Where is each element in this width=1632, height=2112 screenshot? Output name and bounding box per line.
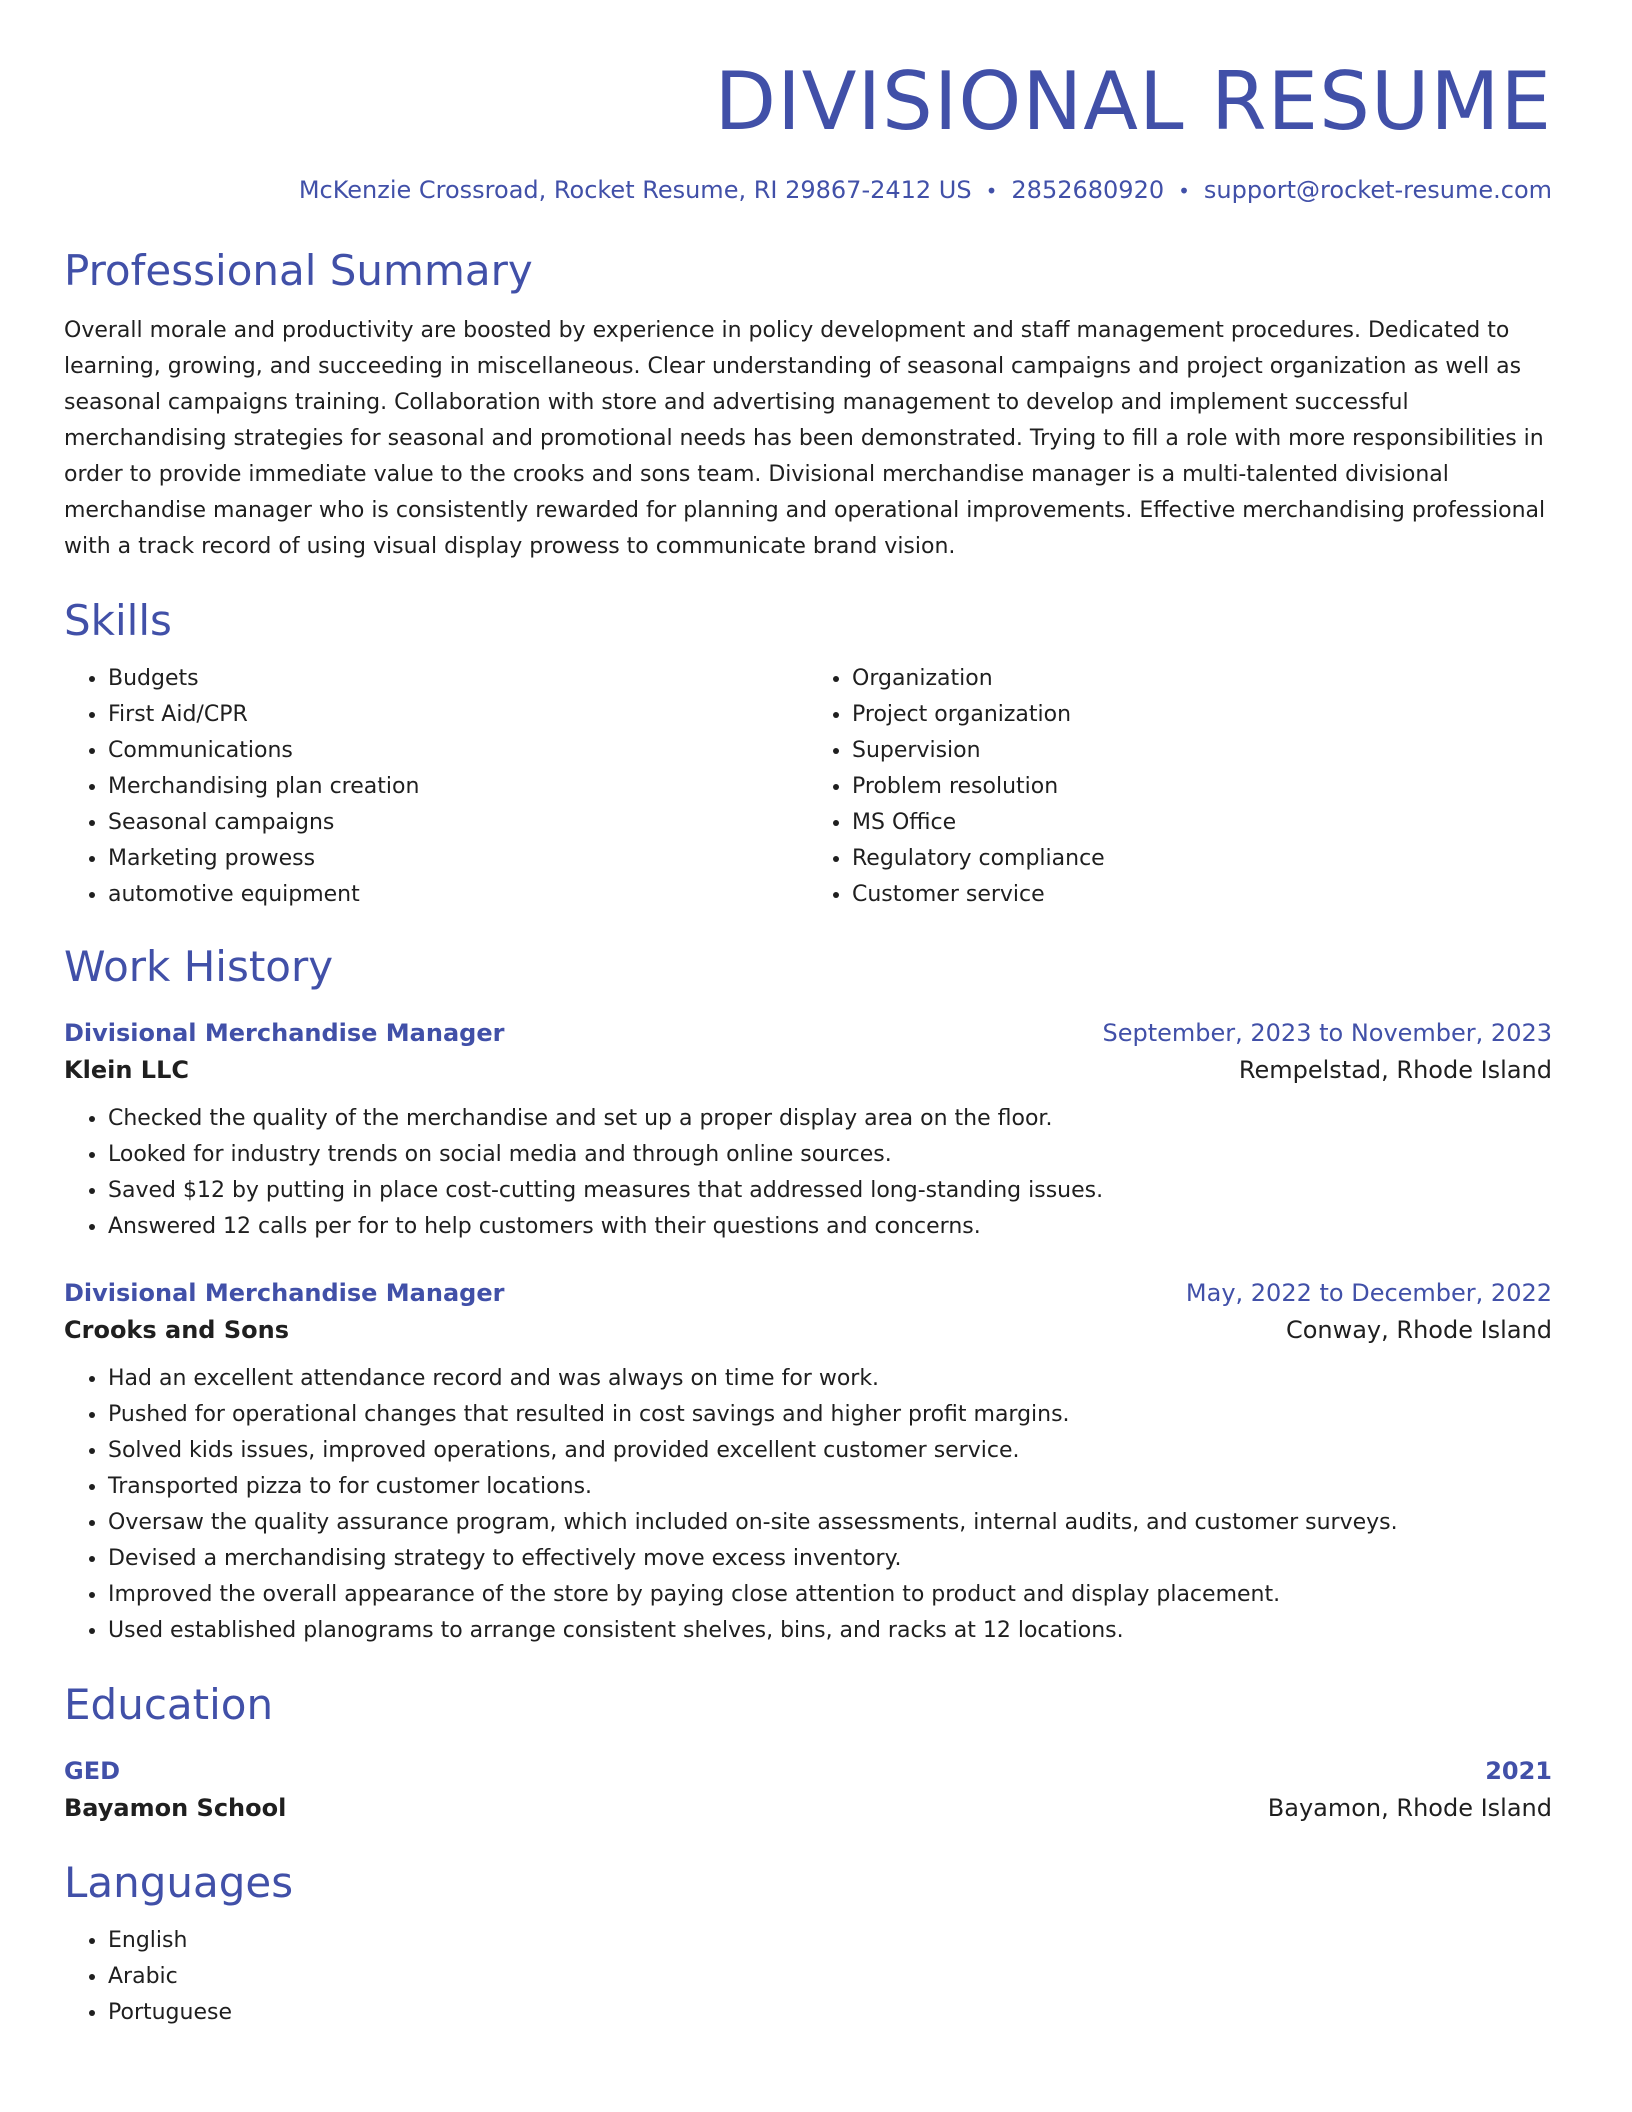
skill-item: • Project organization (852, 697, 1552, 733)
summary-heading: Professional Summary (64, 246, 533, 295)
job-bullet: • Answered 12 calls per for to help customers with their questions and concerns. (108, 1209, 1552, 1245)
job-bullet: • Transported pizza to for customer locations. (108, 1469, 1552, 1505)
education-degree: GED (64, 1757, 121, 1785)
skills-column-left (64, 661, 808, 913)
education-entry (64, 1753, 1552, 1827)
language-item: • Arabic (108, 1959, 1552, 1995)
job-company: Klein LLC (64, 1056, 189, 1084)
skills-grid (64, 661, 1552, 913)
job-entry (64, 1015, 1552, 1245)
contact-phone: 2852680920 (1011, 176, 1165, 204)
job-bullet: • Saved $12 by putting in place cost-cutting measures that addressed long-standing issues. (108, 1173, 1552, 1209)
education-location: Bayamon, Rhode Island (1267, 1794, 1552, 1822)
job-location: Rempelstad, Rhode Island (1238, 1056, 1552, 1084)
contact-address: McKenzie Crossroad, Rocket Resume, RI 29867-2412 US (298, 176, 972, 204)
skill-item: • Supervision (852, 733, 1552, 769)
skill-item: • Customer service (852, 877, 1552, 913)
education-header-row (64, 1753, 1552, 1789)
education-heading: Education (64, 1680, 274, 1729)
education-school-row (64, 1789, 1552, 1827)
job-dates: May, 2022 to December, 2022 (1185, 1279, 1552, 1307)
contact-line (64, 174, 1552, 207)
job-bullet: • Looked for industry trends on social media and through online sources. (108, 1137, 1552, 1173)
job-bullet: • Oversaw the quality assurance program, which included on-site assessments, internal audits, and customer surveys. (108, 1505, 1552, 1541)
job-bullet: • Pushed for operational changes that resulted in cost savings and higher profit margins. (108, 1397, 1552, 1433)
skills-heading: Skills (64, 596, 172, 645)
skill-item: • Seasonal campaigns (108, 805, 808, 841)
job-title: Divisional Merchandise Manager (64, 1279, 505, 1307)
job-bullet: • Devised a merchandising strategy to effectively move excess inventory. (108, 1541, 1552, 1577)
job-dates: September, 2023 to November, 2023 (1102, 1019, 1552, 1047)
job-location: Conway, Rhode Island (1285, 1316, 1552, 1344)
job-header-row (64, 1015, 1552, 1051)
contact-separator: • (985, 179, 998, 203)
skill-item: • Merchandising plan creation (108, 769, 808, 805)
job-header-row (64, 1275, 1552, 1311)
skill-item: • automotive equipment (108, 877, 808, 913)
resume-name: DIVISIONAL RESUME (714, 55, 1552, 148)
job-company-row (64, 1051, 1552, 1089)
language-item: • Portuguese (108, 1995, 1552, 2031)
skill-item: • Problem resolution (852, 769, 1552, 805)
job-bullet: • Had an excellent attendance record and was always on time for work. (108, 1361, 1552, 1397)
contact-separator: • (1178, 179, 1190, 203)
education-year: 2021 (1485, 1757, 1552, 1785)
skill-item: • Regulatory compliance (852, 841, 1552, 877)
job-title: Divisional Merchandise Manager (64, 1019, 505, 1047)
job-bullet: • Solved kids issues, improved operations, and provided excellent customer service. (108, 1433, 1552, 1469)
job-company-row (64, 1311, 1552, 1349)
skill-item: • Communications (108, 733, 808, 769)
job-entry (64, 1275, 1552, 1649)
job-bullet: • Used established planograms to arrange consistent shelves, bins, and racks at 12 locations. (108, 1613, 1552, 1649)
languages-heading: Languages (64, 1858, 294, 1907)
languages-list (64, 1923, 1552, 2031)
skill-item: • MS Office (852, 805, 1552, 841)
skill-item: • Budgets (108, 661, 808, 697)
job-bullet: • Improved the overall appearance of the store by paying close attention to product and display placement. (108, 1577, 1552, 1613)
job-bullets (64, 1361, 1552, 1649)
job-bullets (64, 1101, 1552, 1245)
summary-text: Overall morale and productivity are boosted by experience in policy development and staff management procedures. Dedicated to learning, growing, and succeeding in miscellaneous. Clear understanding of seasonal campaigns and project organization as well as seasonal campaigns training. Collaboration with store and advertising management to develop and implement successful merchandising strategies for seasonal and promotional needs has been demonstrated. Trying to fill a role with more responsibilities in order to provide immediate value to the crooks and sons team. Divisional merchandise manager is a multi-talented divisional merchandise manager who is consistently rewarded for planning and operational improvements. Effective merchandising professional with a track record of using visual display prowess to communicate brand vision. (64, 318, 1546, 559)
skill-item: • Organization (852, 661, 1552, 697)
contact-email: support@rocket-resume.com (1203, 176, 1552, 204)
skill-item: • First Aid/CPR (108, 697, 808, 733)
job-company: Crooks and Sons (64, 1316, 289, 1344)
job-bullet: • Checked the quality of the merchandise and set up a proper display area on the floor. (108, 1101, 1552, 1137)
work-history-heading: Work History (64, 942, 334, 991)
skill-item: • Marketing prowess (108, 841, 808, 877)
language-item: • English (108, 1923, 1552, 1959)
education-school: Bayamon School (64, 1794, 287, 1822)
skills-column-right (808, 661, 1552, 913)
